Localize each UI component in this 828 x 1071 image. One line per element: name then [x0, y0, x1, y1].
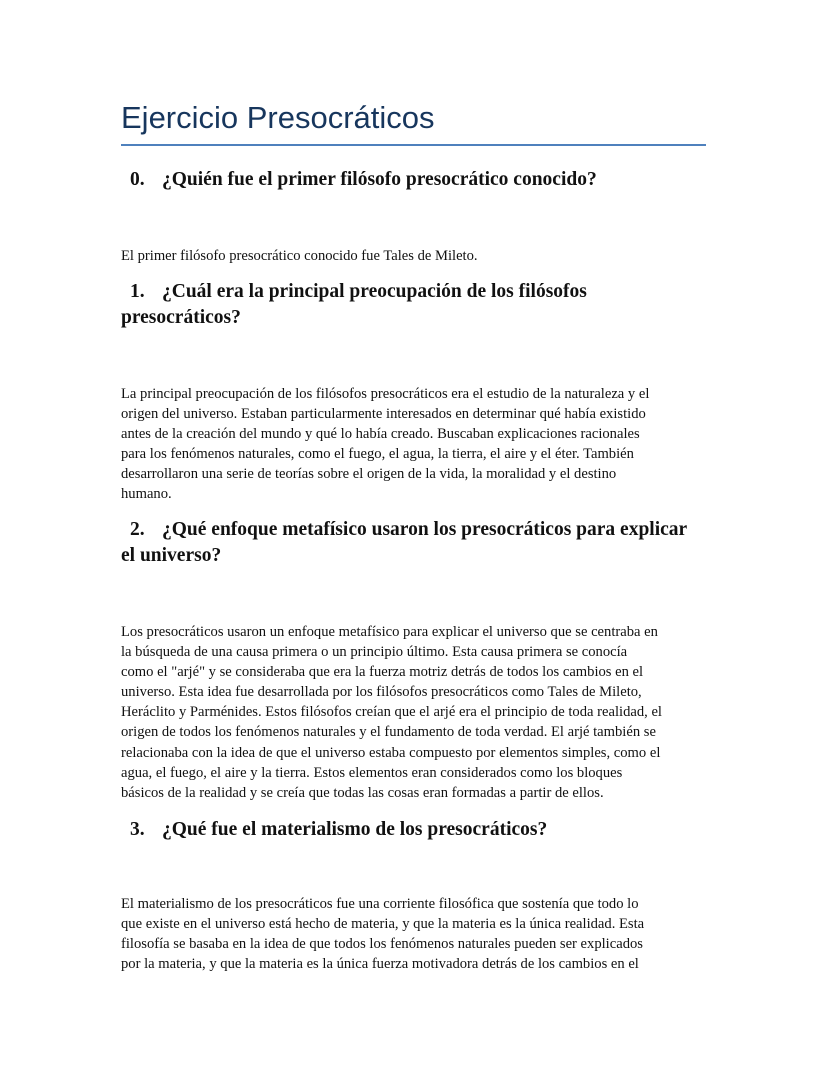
- answer-line: El primer filósofo presocrático conocido fue Tales de Mileto.: [121, 248, 478, 264]
- answer-line: origen de todos los fenómenos naturales y el fundamento de toda verdad. El arjé también se: [121, 724, 656, 741]
- answer-line: humano.: [121, 486, 172, 503]
- question-1-heading: [121, 279, 587, 331]
- question-2-heading: [121, 517, 687, 569]
- answer-2: [121, 622, 662, 803]
- answer-line: relacionaba con la idea de que el universo estaba compuesto por elementos simples, como el: [121, 744, 661, 761]
- question-0-heading: [121, 167, 597, 193]
- answer-1: [121, 384, 649, 505]
- answer-line: como el "arjé" y se consideraba que era la fuerza motriz detrás de todos los cambios en el: [121, 664, 644, 681]
- answer-line: que existe en el universo está hecho de materia, y que la materia es la única realidad. Esta: [121, 916, 645, 933]
- answer-line: El materialismo de los presocráticos fue una corriente filosófica que sostenía que todo lo: [121, 896, 639, 912]
- answer-line: desarrollaron una serie de teorías sobre el origen de la vida, la moralidad y el destino: [121, 466, 617, 483]
- question-number: 1.: [130, 281, 145, 302]
- answer-line: Heráclito y Parménides. Estos filósofos creían que el arjé era el principio de toda realidad, el: [121, 704, 662, 721]
- question-text: ¿Qué fue el materialismo de los presocráticos?: [162, 819, 548, 840]
- answer-line: la búsqueda de una causa primera o un principio último. Esta causa primera se conocía: [121, 644, 628, 661]
- answer-0: [121, 246, 478, 266]
- question-text: ¿Quién fue el primer filósofo presocrático conocido?: [162, 169, 597, 190]
- question-text: ¿Qué enfoque metafísico usaron los presocráticos para explicar: [162, 519, 688, 540]
- answer-line: universo. Esta idea fue desarrollada por los filósofos presocráticos como Tales de Mileto,: [121, 684, 642, 701]
- answer-line: por la materia, y que la materia es la única fuerza motivadora detrás de los cambios en el: [121, 956, 639, 973]
- answer-line: agua, el fuego, el aire y la tierra. Estos elementos eran considerados como los bloques: [121, 764, 623, 781]
- answer-line: básicos de la realidad y se creía que todas las cosas eran formadas a partir de ellos.: [121, 784, 604, 801]
- question-number: 2.: [130, 519, 145, 540]
- answer-line: filosofía se basaba en la idea de que todos los fenómenos naturales pueden ser explicados: [121, 936, 643, 953]
- question-text: ¿Cuál era la principal preocupación de los filósofos: [162, 281, 587, 302]
- answer-line: antes de la creación del mundo y qué lo había creado. Buscaban explicaciones racionales: [121, 426, 640, 443]
- document-title: Ejercicio Presocráticos: [121, 100, 435, 135]
- question-number: 0.: [130, 169, 145, 190]
- answer-line: Los presocráticos usaron un enfoque metafísico para explicar el universo que se centraba en: [121, 624, 658, 640]
- question-text: presocráticos?: [121, 307, 241, 328]
- answer-line: para los fenómenos naturales, como el fuego, el agua, la tierra, el aire y el éter. También: [121, 446, 634, 463]
- question-number: 3.: [130, 819, 145, 840]
- question-3-heading: [121, 817, 547, 843]
- answer-3: [121, 894, 644, 974]
- answer-line: La principal preocupación de los filósofos presocráticos era el estudio de la naturaleza y el: [121, 386, 650, 402]
- title-underline: [121, 144, 706, 146]
- question-text: el universo?: [121, 545, 222, 566]
- answer-line: origen del universo. Estaban particularmente interesados en determinar qué había existido: [121, 406, 646, 423]
